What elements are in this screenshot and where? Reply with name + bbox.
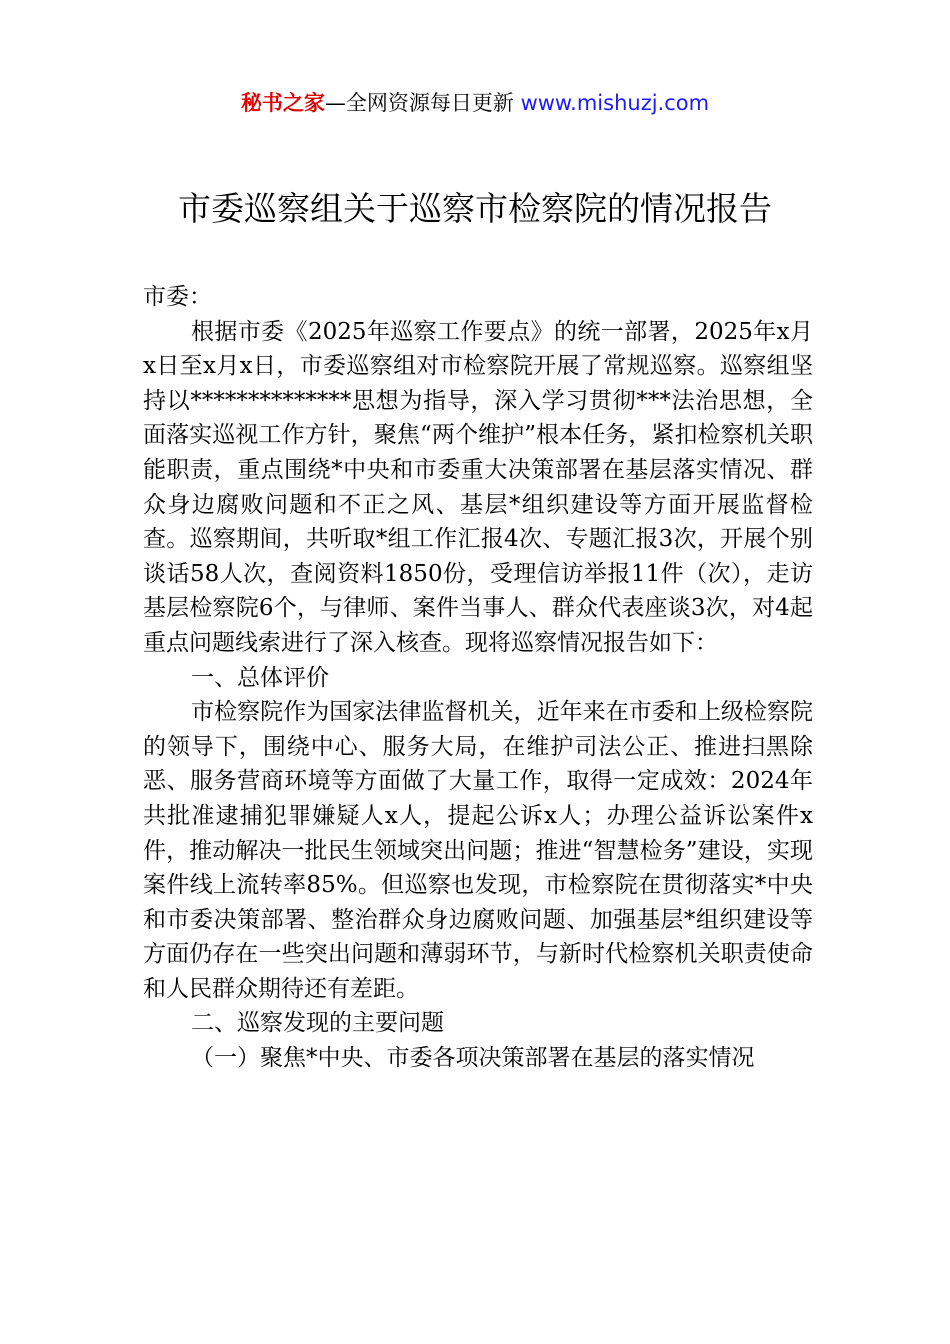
site-url[interactable]: www.mishuzj.com (520, 91, 710, 115)
evaluation-paragraph: 市检察院作为国家法律监督机关，近年来在市委和上级检察院的领导下，围绕中心、服务大局，在维护司法公正、推进扫黑除恶、服务营商环境等方面做了大量工作，取得一定成效：2024年共批准逮捕犯罪嫌疑人x人，提起公诉x人；办理公益诉讼案件x件，推动解决一批民生领域突出问题；推进“智慧检务”建设，实现案件线上流转率85%。但巡察也发现，市检察院在贯彻落实*中央和市委决策部署、整治群众身边腐败问题、加强基层*组织建设等方面仍存在一些突出问题和薄弱环节，与新时代检察机关职责使命和人民群众期待还有差距。 (143, 699, 813, 1002)
section-heading-1: 一、总体评价 (191, 664, 329, 691)
header-tagline: —全网资源每日更新 (324, 91, 521, 115)
brand-name: 秘书之家 (240, 91, 325, 115)
document-body (143, 280, 813, 1076)
section-heading-2: 二、巡察发现的主要问题 (191, 1010, 444, 1037)
subsection-heading-1: （一）聚焦*中央、市委各项决策部署在基层的落实情况 (191, 1045, 755, 1072)
intro-paragraph: 根据市委《2025年巡察工作要点》的统一部署，2025年x月x日至x月x日，市委巡察组对市检察院开展了常规巡察。巡察组坚持以**************思想为指导，深入学习贯彻***法治思想，全面落实巡视工作方针，聚焦“两个维护”根本任务，紧扣检察机关职能职责，重点围绕*中央和市委重大决策部署在基层落实情况、群众身边腐败问题和不正之风、基层*组织建设等方面开展监督检查。巡察期间，共听取*组工作汇报4次、专题汇报3次，开展个别谈话58人次，查阅资料1850份，受理信访举报11件（次），走访基层检察院6个，与律师、案件当事人、群众代表座谈3次，对4起重点问题线索进行了深入核查。现将巡察情况报告如下： (143, 318, 814, 656)
document-title: 市委巡察组关于巡察市检察院的情况报告 (178, 189, 772, 228)
site-header (0, 88, 950, 118)
salutation: 市委： (143, 284, 212, 310)
